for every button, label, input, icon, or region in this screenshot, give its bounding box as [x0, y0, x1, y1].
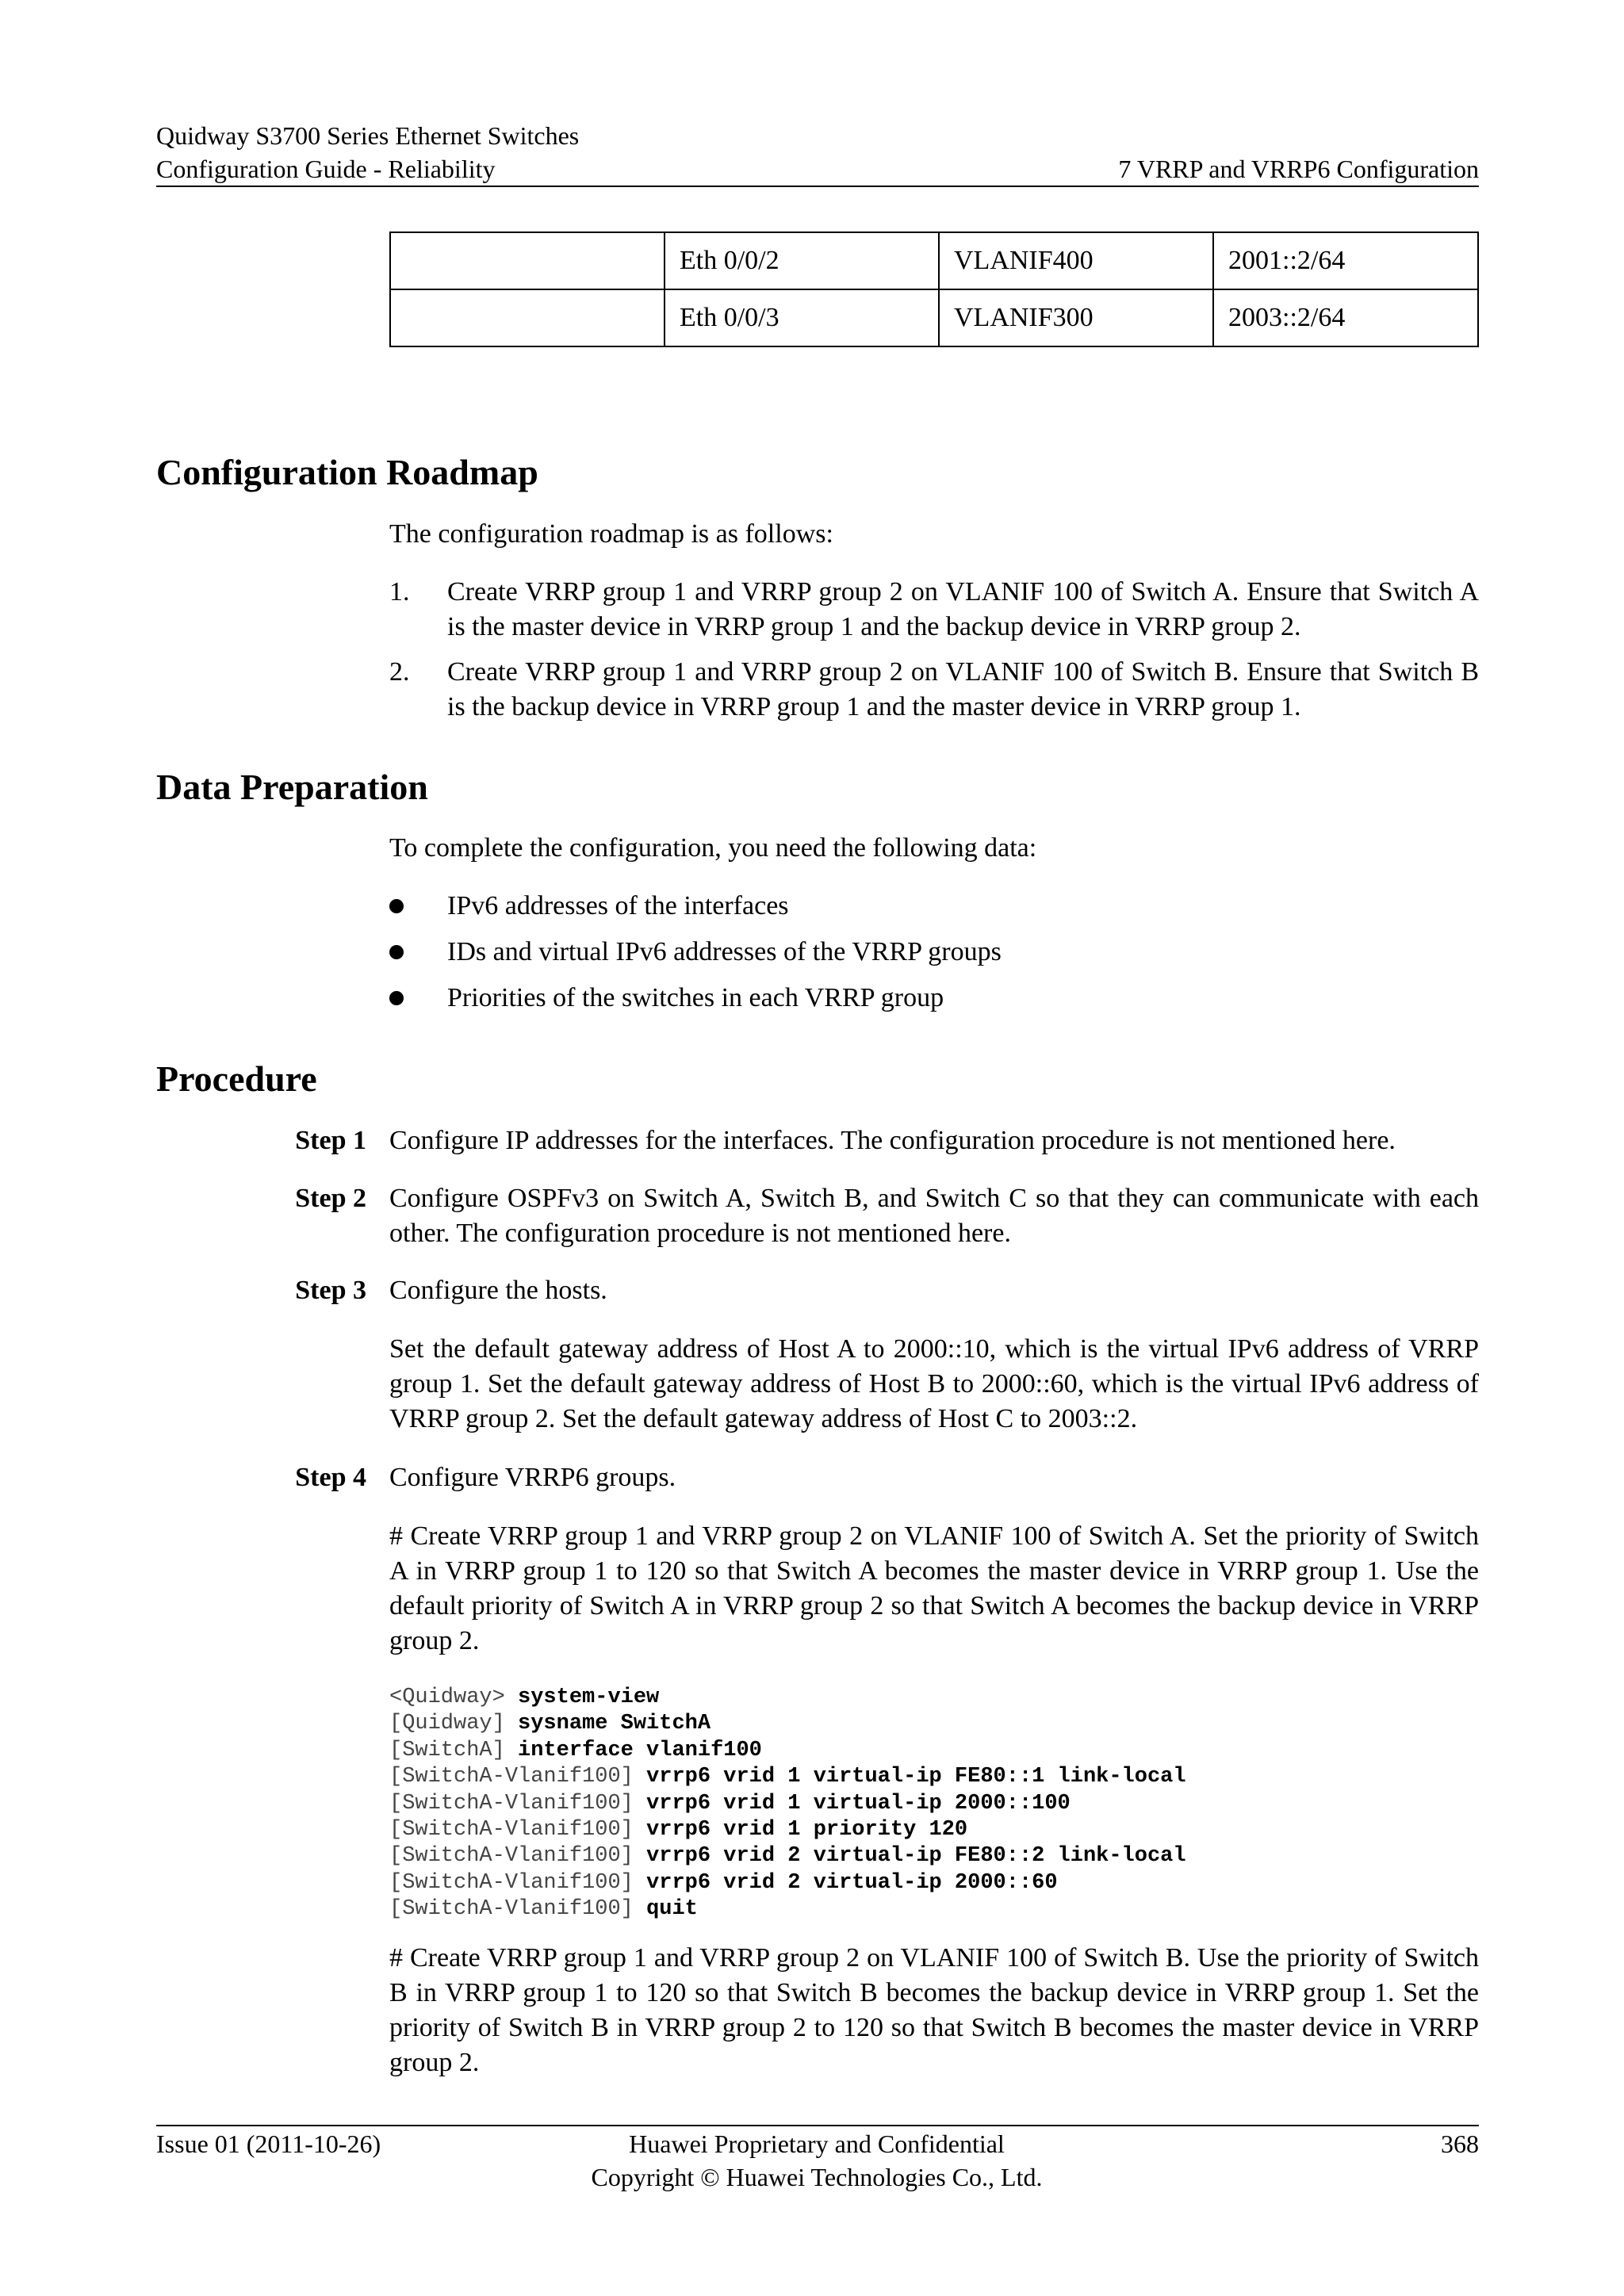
table-cell: 2001::2/64	[1213, 232, 1478, 289]
code-command: vrrp6 vrid 1 virtual-ip 2000::100	[646, 1791, 1071, 1816]
code-line	[389, 1765, 1186, 1789]
code-line	[389, 1739, 762, 1762]
roadmap-item-text: Create VRRP group 1 and VRRP group 2 on VLANIF 100 of Switch B. Ensure that Switch B is the backup device in VRRP group 1 and the master device in VRRP group 1.	[447, 657, 1479, 721]
step-label: Step 2	[295, 1184, 366, 1213]
step-text: Configure the hosts.	[389, 1276, 607, 1305]
roadmap-item-number: 1.	[389, 577, 410, 607]
table-cell: VLANIF300	[939, 289, 1213, 346]
code-prompt: [SwitchA-Vlanif100]	[389, 1897, 634, 1922]
data-prep-item: IPv6 addresses of the interfaces	[447, 891, 789, 920]
roadmap-item-number: 2.	[389, 657, 410, 687]
code-line	[389, 1818, 967, 1842]
footer-issue: Issue 01 (2011-10-26)	[156, 2130, 381, 2158]
table-cell	[390, 289, 665, 346]
table-row	[390, 232, 1478, 289]
table-cell: Eth 0/0/3	[665, 289, 939, 346]
code-prompt: [SwitchA-Vlanif100]	[389, 1844, 634, 1869]
code-command: vrrp6 vrid 2 virtual-ip FE80::2 link-local	[646, 1844, 1186, 1869]
interface-table	[389, 232, 1479, 347]
header-rule	[156, 186, 1479, 187]
step-text: Configure OSPFv3 on Switch A, Switch B, and Switch C so that they can communicate with each other. The configuration procedure is not mentioned here.	[389, 1184, 1479, 1248]
code-line	[389, 1871, 1058, 1895]
data-prep-heading: Data Preparation	[156, 767, 428, 807]
code-line	[389, 1712, 710, 1735]
footer-rule	[156, 2125, 1479, 2126]
code-command: system-view	[518, 1686, 660, 1709]
roadmap-intro: The configuration roadmap is as follows:	[389, 519, 833, 549]
code-prompt: [SwitchA-Vlanif100]	[389, 1765, 634, 1789]
code-command: vrrp6 vrid 1 virtual-ip FE80::1 link-local	[646, 1765, 1186, 1789]
step-label: Step 3	[295, 1276, 366, 1305]
bullet-icon	[389, 991, 404, 1005]
code-command: quit	[646, 1897, 698, 1922]
code-prompt: [SwitchA-Vlanif100]	[389, 1818, 634, 1843]
code-line	[389, 1686, 659, 1709]
code-line	[389, 1792, 1071, 1816]
bullet-icon	[389, 945, 404, 959]
roadmap-item-text: Create VRRP group 1 and VRRP group 2 on VLANIF 100 of Switch A. Ensure that Switch A is the master device in VRRP group 1 and the backup device in VRRP group 2.	[447, 577, 1479, 641]
header-chapter: 7 VRRP and VRRP6 Configuration	[1118, 155, 1479, 183]
step3-detail: Set the default gateway address of Host A to 2000::10, which is the virtual IPv6 address of VRRP group 1. Set the default gateway address of Host B to 2000::60, which is the virtual IPv6 address of VRRP group 2. Set the default gateway address of Host C to 2003::2.	[389, 1334, 1479, 1433]
code-command: interface vlanif100	[518, 1738, 762, 1762]
code-line	[389, 1844, 1186, 1868]
footer-page-number: 368	[1441, 2130, 1479, 2158]
data-prep-item: Priorities of the switches in each VRRP group	[447, 983, 944, 1012]
code-prompt: [SwitchA]	[389, 1738, 505, 1762]
table-cell	[390, 232, 665, 289]
step4-paragraph: # Create VRRP group 1 and VRRP group 2 on VLANIF 100 of Switch B. Use the priority of Switch B in VRRP group 1 to 120 so that Switch B becomes the backup device in VRRP group 1. Set the priority of Switch B in VRRP group 2 to 120 so that Switch B becomes the master device in VRRP group 2.	[389, 1943, 1479, 2077]
header-product: Quidway S3700 Series Ethernet Switches	[156, 121, 580, 150]
code-prompt: [SwitchA-Vlanif100]	[389, 1791, 634, 1816]
roadmap-heading: Configuration Roadmap	[156, 452, 538, 492]
table-cell: 2003::2/64	[1213, 289, 1478, 346]
code-line	[389, 1897, 698, 1921]
data-prep-item: IDs and virtual IPv6 addresses of the VRRP groups	[447, 937, 1002, 966]
table-cell: Eth 0/0/2	[665, 232, 939, 289]
bullet-icon	[389, 899, 404, 913]
footer-confidential: Huawei Proprietary and Confidential	[629, 2130, 1005, 2158]
step-label: Step 4	[295, 1463, 366, 1492]
step-text: Configure IP addresses for the interfaces. The configuration procedure is not mentioned here.	[389, 1126, 1396, 1155]
code-command: sysname SwitchA	[518, 1712, 711, 1736]
table-cell: VLANIF400	[939, 232, 1213, 289]
step-text: Configure VRRP6 groups.	[389, 1463, 676, 1492]
code-block	[389, 1685, 1186, 1923]
step-label: Step 1	[295, 1126, 366, 1155]
code-prompt: [Quidway]	[389, 1712, 505, 1736]
step4-paragraph: # Create VRRP group 1 and VRRP group 2 on VLANIF 100 of Switch A. Set the priority of Switch A in VRRP group 1 to 120 so that Switch A becomes the master device in VRRP group 1. Use the default priority of Switch A in VRRP group 2 so that Switch A becomes the backup device in VRRP group 2.	[389, 1521, 1479, 1655]
data-prep-intro: To complete the configuration, you need the following data:	[389, 833, 1037, 863]
procedure-heading: Procedure	[156, 1058, 317, 1099]
code-prompt: <Quidway>	[389, 1686, 505, 1709]
footer-copyright: Copyright © Huawei Technologies Co., Ltd.	[591, 2163, 1043, 2191]
table-row	[390, 289, 1478, 346]
code-command: vrrp6 vrid 2 virtual-ip 2000::60	[646, 1870, 1058, 1895]
header-guide: Configuration Guide - Reliability	[156, 155, 496, 183]
code-command: vrrp6 vrid 1 priority 120	[646, 1818, 968, 1843]
code-prompt: [SwitchA-Vlanif100]	[389, 1870, 634, 1895]
